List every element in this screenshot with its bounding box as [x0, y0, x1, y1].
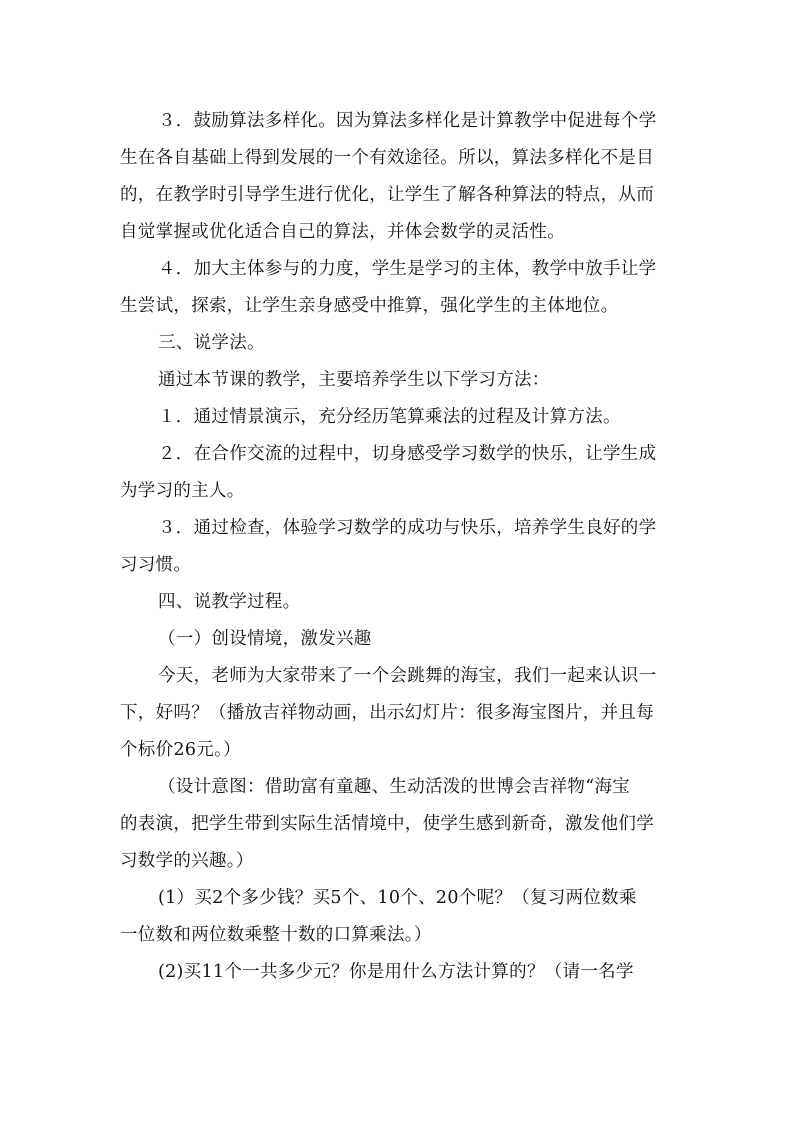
paragraph-line: 习习惯。 [120, 555, 192, 575]
paragraph-line: 通过本节课的教学，主要培养学生以下学习方法： [158, 370, 550, 390]
paragraph-line: ２．在合作交流的过程中，切身感受学习数学的快乐，让学生成 [158, 444, 657, 464]
section-heading: 四、说教学过程。 [158, 592, 301, 612]
subsection-heading: （一）创设情境，激发兴趣 [158, 629, 372, 649]
paragraph-line: 个标价26元。） [120, 740, 241, 760]
paragraph-line: (1）买2个多少钱？买5个、10个、20个呢？（复习两位数乘 [158, 888, 637, 908]
document-page [120, 103, 680, 991]
section-heading: 三、说学法。 [158, 333, 265, 353]
paragraph-line: 生尝试，探索，让学生亲身感受中推算，强化学生的主体地位。 [120, 296, 619, 316]
paragraph-line: 的，在教学时引导学生进行优化，让学生了解各种算法的特点，从而 [120, 185, 654, 205]
paragraph-line: ４．加大主体参与的力度，学生是学习的主体，教学中放手让学 [158, 259, 657, 279]
paragraph-line: (2)买11个一共多少元？你是用什么方法计算的？（请一名学 [158, 962, 634, 982]
paragraph-line: ３．通过检查，体验学习数学的成功与快乐，培养学生良好的学 [158, 518, 657, 538]
paragraph-line: （设计意图：借助富有童趣、生动活泼的世博会吉祥物“海宝 [158, 777, 631, 797]
paragraph-line: 下，好吗？（播放吉祥物动画，出示幻灯片：很多海宝图片，并且每 [120, 703, 654, 723]
paragraph-line: １．通过情景演示，充分经历笔算乘法的过程及计算方法。 [158, 407, 621, 427]
paragraph-line: 自觉掌握或优化适合自己的算法，并体会数学的灵活性。 [120, 222, 565, 242]
paragraph-line: 为学习的主人。 [120, 481, 245, 501]
paragraph-line: 今天，老师为大家带来了一个会跳舞的海宝，我们一起来认识一 [158, 666, 657, 686]
paragraph-line: 一位数和两位数乘整十数的口算乘法。） [120, 925, 432, 945]
paragraph-line: 的表演，把学生带到实际生活情境中，使学生感到新奇，激发他们学 [120, 814, 654, 834]
paragraph-line: 习数学的兴趣。） [120, 851, 254, 871]
paragraph-line: ３．鼓励算法多样化。因为算法多样化是计算教学中促进每个学 [158, 111, 657, 131]
paragraph-line: 生在各自基础上得到发展的一个有效途径。所以，算法多样化不是目 [120, 148, 654, 168]
